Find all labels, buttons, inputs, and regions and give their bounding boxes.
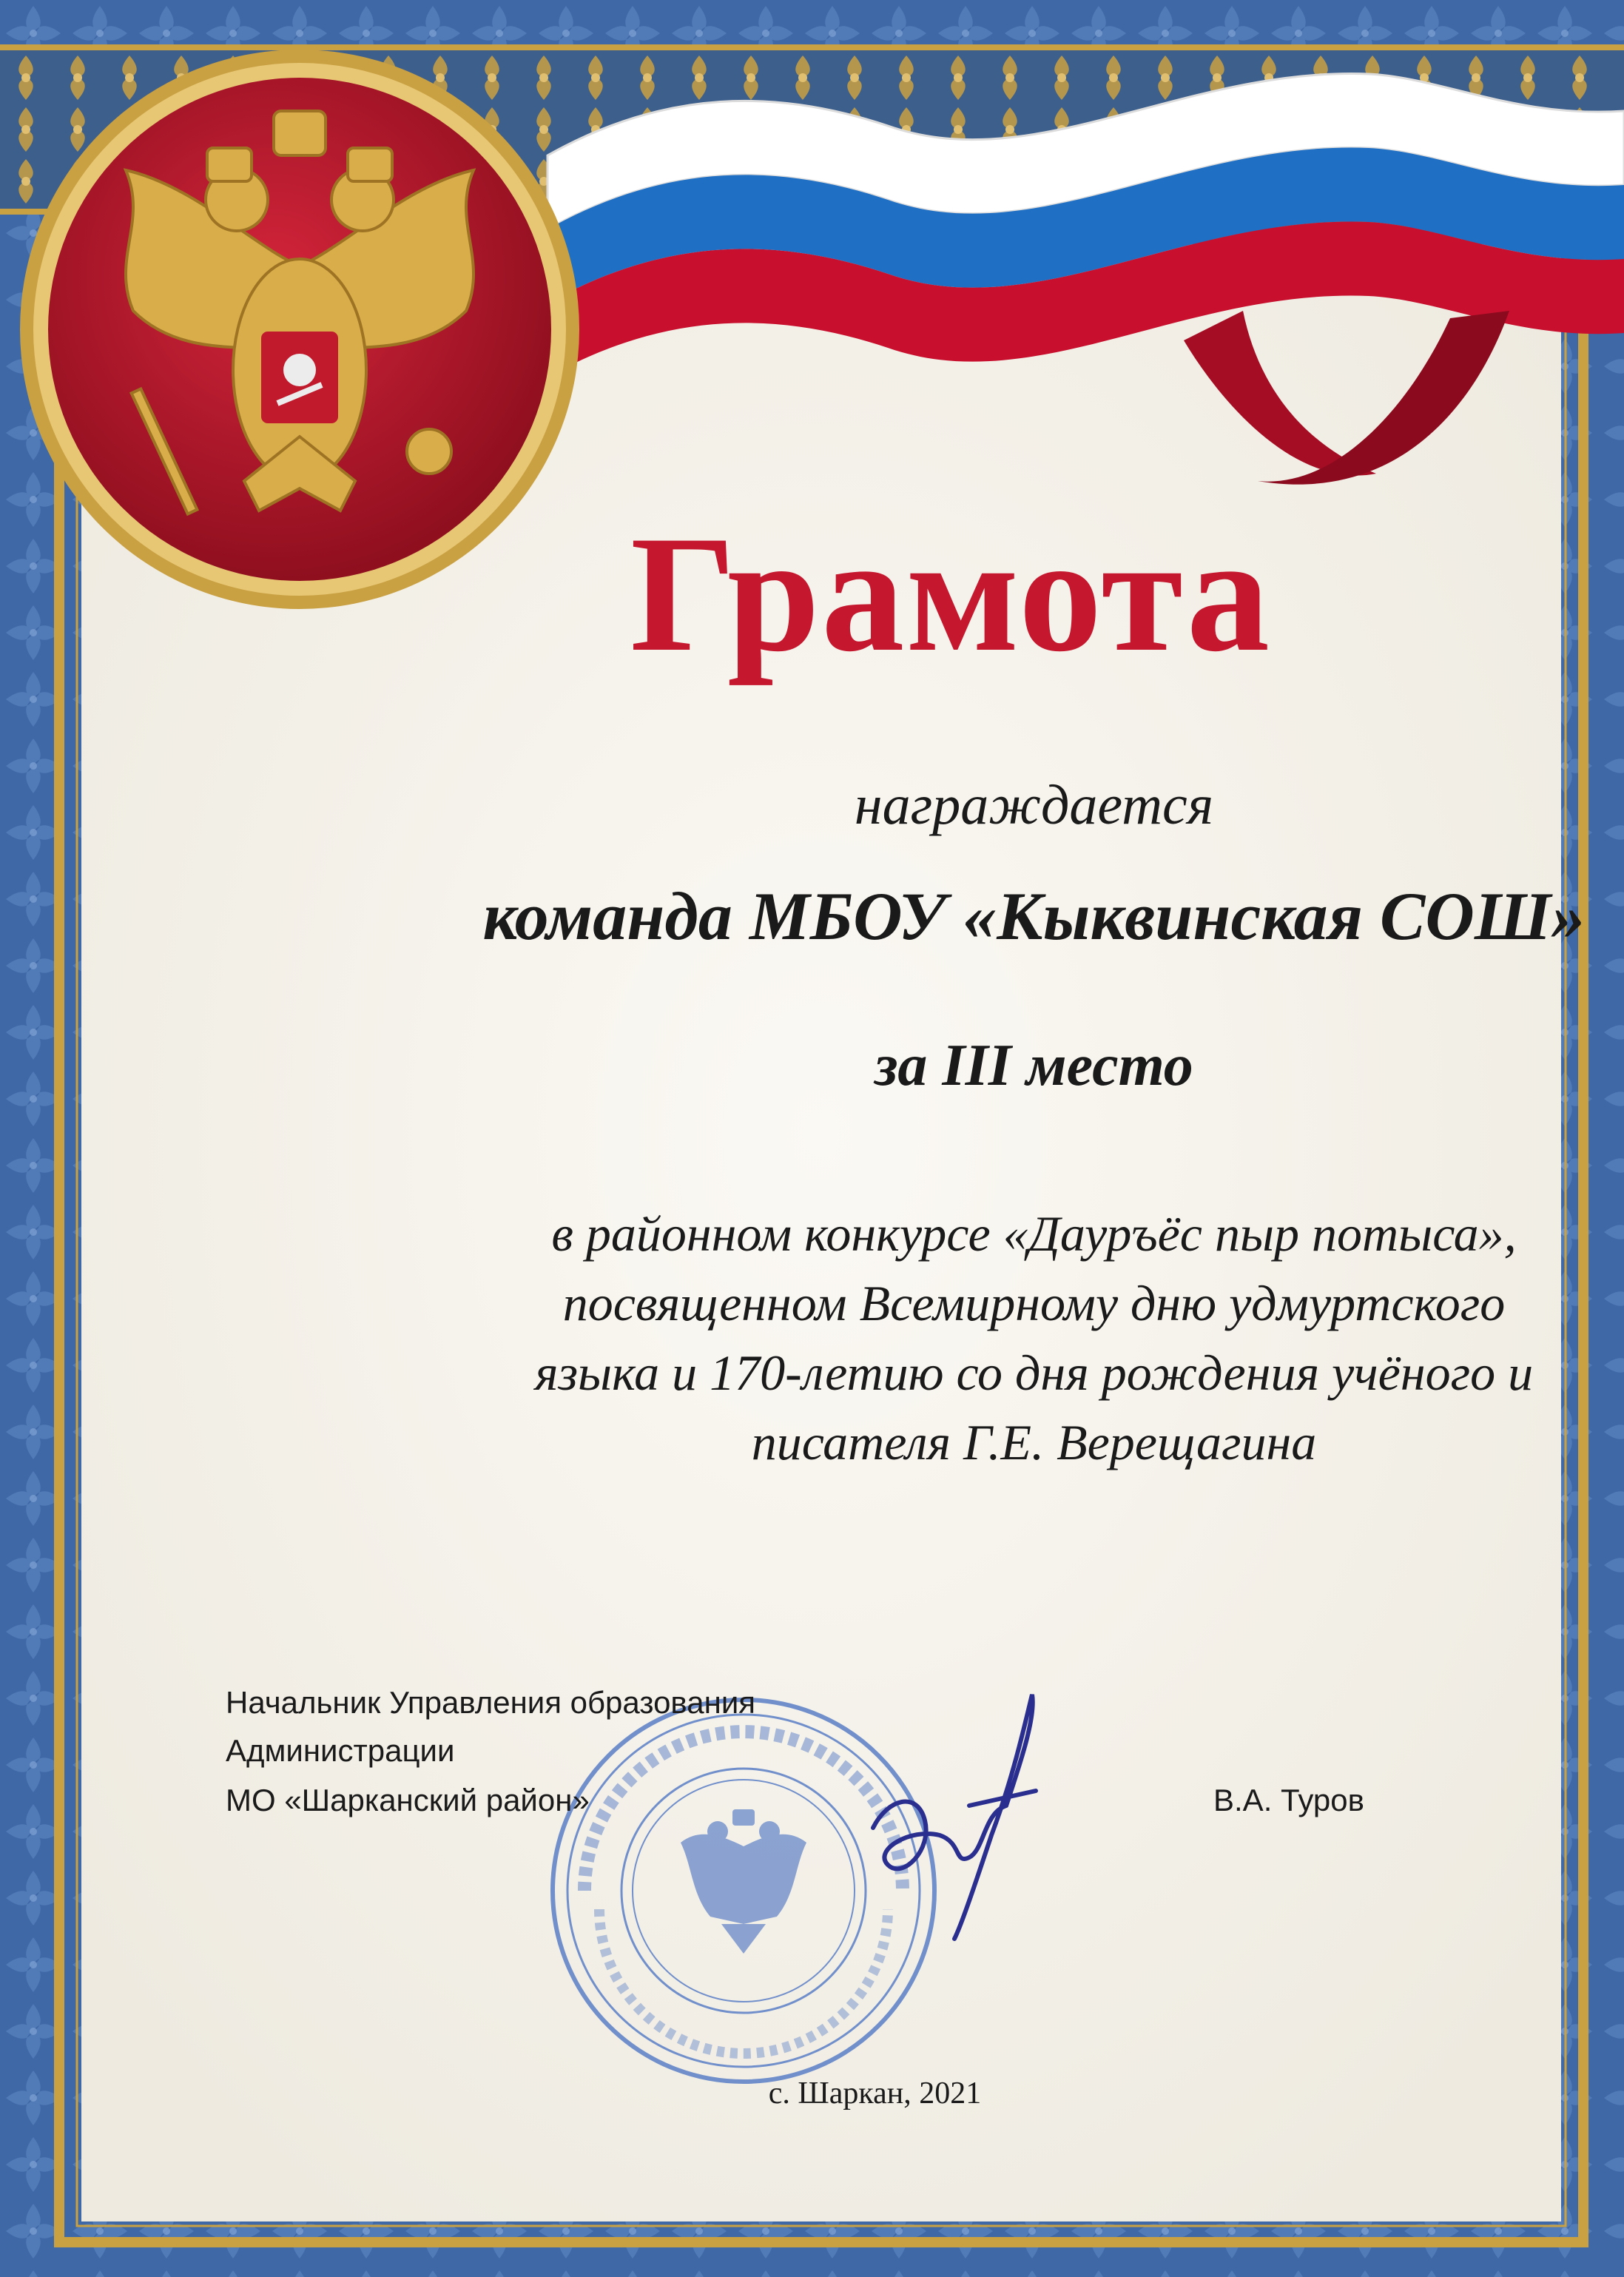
emblem-medallion	[20, 50, 579, 609]
description-line: посвященном Всемирному дню удмуртского	[562, 1275, 1506, 1331]
signer-name: В.А. Туров	[1213, 1783, 1364, 1817]
recipient-name: команда МБОУ «Кыквинская СОШ»	[482, 878, 1586, 954]
award-place: за III место	[875, 1033, 1193, 1098]
description-line: в районном конкурсе «Дауръёс пыр потыса»,	[551, 1205, 1517, 1262]
award-description	[222, 1199, 1624, 1477]
signer-position-line: Администрации	[226, 1733, 455, 1768]
description-line: писателя Г.Е. Верещагина	[751, 1414, 1317, 1470]
description-line: языка и 170-летию со дня рождения учёного и	[534, 1345, 1534, 1401]
signer-position-line: Начальник Управления образования	[226, 1685, 756, 1720]
signer-position-line: МО «Шарканский район»	[226, 1783, 590, 1817]
awarded-label: награждается	[854, 774, 1214, 836]
place-and-date: с. Шаркан, 2021	[768, 2076, 982, 2110]
certificate-title: Грамота	[630, 501, 1272, 686]
